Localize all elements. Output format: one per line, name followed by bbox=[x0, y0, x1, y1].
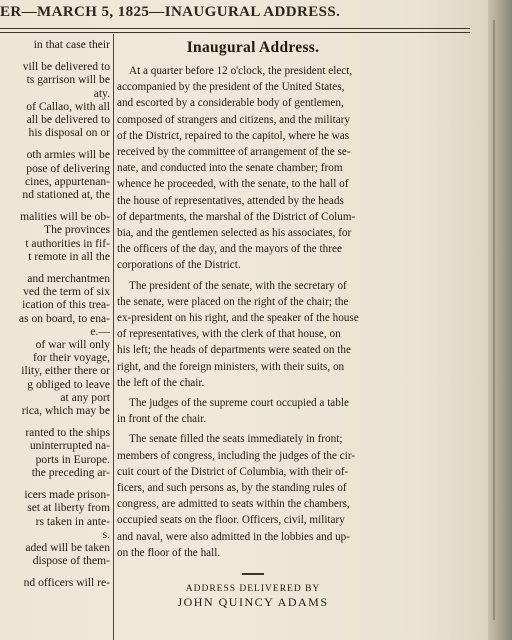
column-gap bbox=[0, 201, 110, 210]
article-line: The senate filled the seats immediately in front; bbox=[129, 433, 343, 446]
article-line: members of congress, including the judges of the cir- bbox=[117, 449, 356, 462]
left-column-line: at any port bbox=[60, 390, 110, 404]
left-column-line: ranted to the ships bbox=[25, 426, 110, 440]
column-gap bbox=[0, 139, 110, 148]
article-line: received by the committee of arrangement of the se- bbox=[117, 146, 351, 159]
left-column-line: The provinces bbox=[44, 223, 110, 237]
left-column-line: uninterrupted na- bbox=[29, 439, 110, 453]
article-line: ex-president on his right, and the speaker of the house bbox=[117, 312, 359, 325]
left-column-line: pose of delivering bbox=[26, 161, 110, 175]
left-column-line: ved the term of six bbox=[23, 285, 110, 299]
left-column-line: the preceding ar- bbox=[31, 465, 110, 479]
article-line: bia, and the gentlemen selected as his associates, for bbox=[117, 227, 352, 240]
address-subhead: ADDRESS DELIVERED BY bbox=[185, 584, 321, 595]
left-column-line: all be delivered to bbox=[26, 113, 110, 127]
article-line: of the District, repaired to the capitol, where he was bbox=[117, 129, 350, 142]
left-column-line: aded will be taken bbox=[25, 540, 110, 554]
left-column-line: set at liberty from bbox=[27, 501, 110, 515]
left-column-line: t authorities in fif- bbox=[25, 236, 110, 250]
article-line: right, and the foreign ministers, with their suits, on bbox=[117, 360, 345, 373]
column-gap bbox=[0, 417, 110, 426]
article-line: corporations of the District. bbox=[117, 259, 241, 272]
article-line: congress, are admitted to seats within the chambers, bbox=[117, 498, 350, 511]
left-column-line: vill be delivered to bbox=[22, 60, 110, 74]
article-line: occupied seats on the floor. Officers, civil, military bbox=[117, 514, 345, 527]
column-gap bbox=[0, 51, 110, 60]
address-author: JOHN QUINCY ADAMS bbox=[177, 595, 329, 610]
article-line: whence he proceeded, with the senate, to the hall of bbox=[117, 178, 349, 191]
page-masthead: ER—MARCH 5, 1825—INAUGURAL ADDRESS. bbox=[0, 4, 341, 20]
article-paragraph bbox=[117, 63, 389, 274]
left-column-line: dispose of them- bbox=[32, 554, 110, 568]
article-line: of representatives, with the clerk of that house, on bbox=[117, 328, 341, 341]
article-line: the officers of the day, and the mayors of the three bbox=[117, 243, 342, 256]
article-line: the left of the chair. bbox=[117, 376, 205, 389]
left-column-line: ication of this trea- bbox=[22, 298, 110, 312]
left-column bbox=[0, 38, 110, 590]
left-column-line: nd stationed at, the bbox=[22, 188, 110, 202]
left-column-line: for their voyage, bbox=[33, 351, 110, 365]
article-column bbox=[117, 38, 389, 609]
article-line: At a quarter before 12 o'clock, the president elect, bbox=[129, 65, 353, 77]
left-column-line: of war will only bbox=[35, 338, 110, 352]
fold-line bbox=[493, 20, 495, 620]
left-column-line: malities will be ob- bbox=[20, 210, 110, 224]
article-line: ficers, and such persons as, by the standing rules of bbox=[117, 482, 347, 495]
left-column-line: e.— bbox=[90, 324, 110, 338]
left-column-line: ility, either there or bbox=[21, 364, 110, 378]
column-gap bbox=[0, 263, 110, 272]
article-paragraph bbox=[117, 431, 389, 561]
article-line: cuit court of the District of Columbia, with their of- bbox=[117, 465, 349, 478]
section-rule bbox=[242, 573, 264, 575]
article-line: The judges of the supreme court occupied a table bbox=[129, 397, 349, 410]
left-column-line: g obliged to leave bbox=[27, 377, 110, 391]
article-line: and naval, were also admitted in the lobbies and up- bbox=[117, 530, 351, 543]
left-column-line: ports in Europe. bbox=[35, 452, 110, 466]
article-line: and escorted by a considerable body of gentlemen, bbox=[117, 97, 344, 110]
left-column-line: rs taken in ante- bbox=[35, 514, 110, 528]
header-rule bbox=[0, 28, 470, 33]
column-gap bbox=[0, 479, 110, 488]
left-column-line: oth armies will be bbox=[26, 148, 110, 162]
article-line: of departments, the marshal of the District of Colum- bbox=[117, 210, 356, 223]
article-line: the house of representatives, attended by the heads bbox=[117, 194, 344, 207]
article-line: The president of the senate, with the secretary of bbox=[129, 279, 347, 292]
column-gap bbox=[0, 567, 110, 576]
article-line: on the floor of the hall. bbox=[117, 546, 221, 559]
article-line: his left; the heads of departments were seated on the bbox=[117, 344, 351, 357]
article-line: composed of strangers and citizens, and the military bbox=[117, 113, 351, 126]
left-column-line: in that case their bbox=[33, 38, 110, 51]
left-column-line: s. bbox=[102, 527, 110, 541]
article-line: the senate, were placed on the right of the chair; the bbox=[117, 295, 349, 308]
column-divider bbox=[113, 34, 114, 640]
article-line: in front of the chair. bbox=[117, 413, 207, 426]
left-column-line: icers made prison- bbox=[24, 488, 110, 502]
left-column-line: rica, which may be bbox=[21, 404, 110, 418]
page-fold-shadow bbox=[488, 0, 512, 640]
article-headline: Inaugural Address. bbox=[186, 39, 320, 56]
article-line: nate, and conducted into the senate chamber; from bbox=[117, 162, 343, 175]
article-paragraph bbox=[117, 395, 389, 427]
article-line: accompanied by the president of the United States, bbox=[117, 81, 345, 94]
left-column-line: t remote in all the bbox=[28, 249, 110, 263]
left-column-line: and merchantmen bbox=[27, 272, 110, 286]
article-body bbox=[117, 63, 389, 561]
left-column-line: as on board, to ena- bbox=[18, 311, 110, 325]
left-column-line: nd officers will re- bbox=[23, 576, 110, 590]
left-column-line: aty. bbox=[93, 86, 110, 100]
left-column-line: ts garrison will be bbox=[26, 73, 110, 87]
left-column-line: cines, appurtenan- bbox=[25, 174, 110, 188]
article-paragraph bbox=[117, 278, 389, 391]
left-column-line: of Callao, with all bbox=[26, 99, 110, 113]
left-column-line: his disposal on or bbox=[28, 126, 110, 140]
